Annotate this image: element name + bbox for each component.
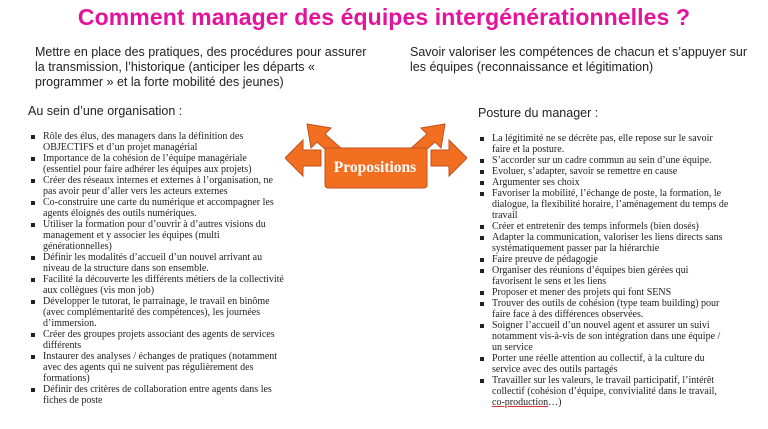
list-item: Définir les modalités d’accueil d’un nouvel arrivant au niveau de la structure dans son ensemble. xyxy=(31,252,286,274)
list-item: Co-construire une carte du numérique et accompagner les agents éloignés des outils numériques. xyxy=(31,197,286,219)
right-section-heading: Posture du manager : xyxy=(478,106,599,120)
list-item: Créer des groupes projets associant des agents de services différents xyxy=(31,329,286,351)
list-item: La légitimité ne se décrète pas, elle repose sur le savoir faire et la posture. xyxy=(480,133,730,155)
list-item: Adapter la communication, valoriser les liens directs sans systématiquement passer par la hiérarchie xyxy=(480,232,730,254)
list-item: Instaurer des analyses / échanges de pratiques (notamment avec des agents qui ne suivent pas régulièrement des formations) xyxy=(31,351,286,384)
item-tail: …) xyxy=(548,397,562,408)
list-item: Importance de la cohésion de l’équipe managériale (essentiel pour faire adhérer les équipes aux projets) xyxy=(31,153,286,175)
left-section-heading: Au sein d’une organisation : xyxy=(28,104,183,118)
list-item: Développer le tutorat, le parrainage, le travail en binôme (avec complémentarité des compétences), les journées d’immersion. xyxy=(31,296,286,329)
list-item: Proposer et mener des projets qui font SENS xyxy=(480,287,730,298)
list-item: Utiliser la formation pour d’ouvrir à d’autres visions du management et y associer les équipes (multi générationnelles) xyxy=(31,219,286,252)
list-item: Porter une réelle attention au collectif, à la culture du service avec des outils partagés xyxy=(480,353,730,375)
list-item: Trouver des outils de cohésion (type team building) pour faire face à des différences observées. xyxy=(480,298,730,320)
list-item: Soigner l’accueil d’un nouvel agent et assurer un suivi notamment vis-à-vis de son intégration dans une équipe / un service xyxy=(480,320,730,353)
list-item xyxy=(480,375,730,408)
list-item: Organiser des réunions d’équipes bien gérées qui favorisent le sens et les liens xyxy=(480,265,730,287)
intro-right-text: Savoir valoriser les compétences de chacun et s’appuyer sur les équipes (reconnaissance et légitimation) xyxy=(410,45,747,74)
list-item: Facilité la découverte les différents métiers de la collectivité aux collègues (vis mon job) xyxy=(31,274,286,296)
right-posture-list xyxy=(480,133,730,408)
page-title: Comment manager des équipes intergénérationnelles ? xyxy=(77,4,691,30)
list-item: Rôle des élus, des managers dans la définition des OBJECTIFS et d’un projet managérial xyxy=(31,131,286,153)
left-arrow-icon xyxy=(285,140,321,176)
list-item: Faire preuve de pédagogie xyxy=(480,254,730,265)
intro-left-text: Mettre en place des pratiques, des procédures pour assurer la transmission, l’historique (anticiper les départs « programmer » et la forte mobilité des jeunes) xyxy=(35,45,367,89)
list-item: S’accorder sur un cadre commun au sein d’une équipe. xyxy=(480,155,730,166)
left-proposals-list xyxy=(31,131,286,406)
list-item: Evoluer, s’adapter, savoir se remettre en cause xyxy=(480,166,730,177)
list-item: Créer des réseaux internes et externes à l’organisation, ne pas avoir peur d’aller vers les acteurs externes xyxy=(31,175,286,197)
list-item: Favoriser la mobilité, l’échange de poste, la formation, le dialogue, la flexibilité horaire, l’aménagement du temps de travail xyxy=(480,188,730,221)
list-item: Définir des critères de collaboration entre agents dans les fiches de poste xyxy=(31,384,286,406)
right-arrow-icon xyxy=(431,140,467,176)
underlined-word: co-production xyxy=(492,397,549,408)
item-text: Travailler sur les valeurs, le travail participatif, l’intérêt collectif (cohésion d’équipe, convivialité dans le travail, xyxy=(492,375,717,397)
list-item: Argumenter ses choix xyxy=(480,177,730,188)
propositions-label: Propositions xyxy=(333,159,417,176)
list-item: Créer et entretenir des temps informels (bien dosés) xyxy=(480,221,730,232)
